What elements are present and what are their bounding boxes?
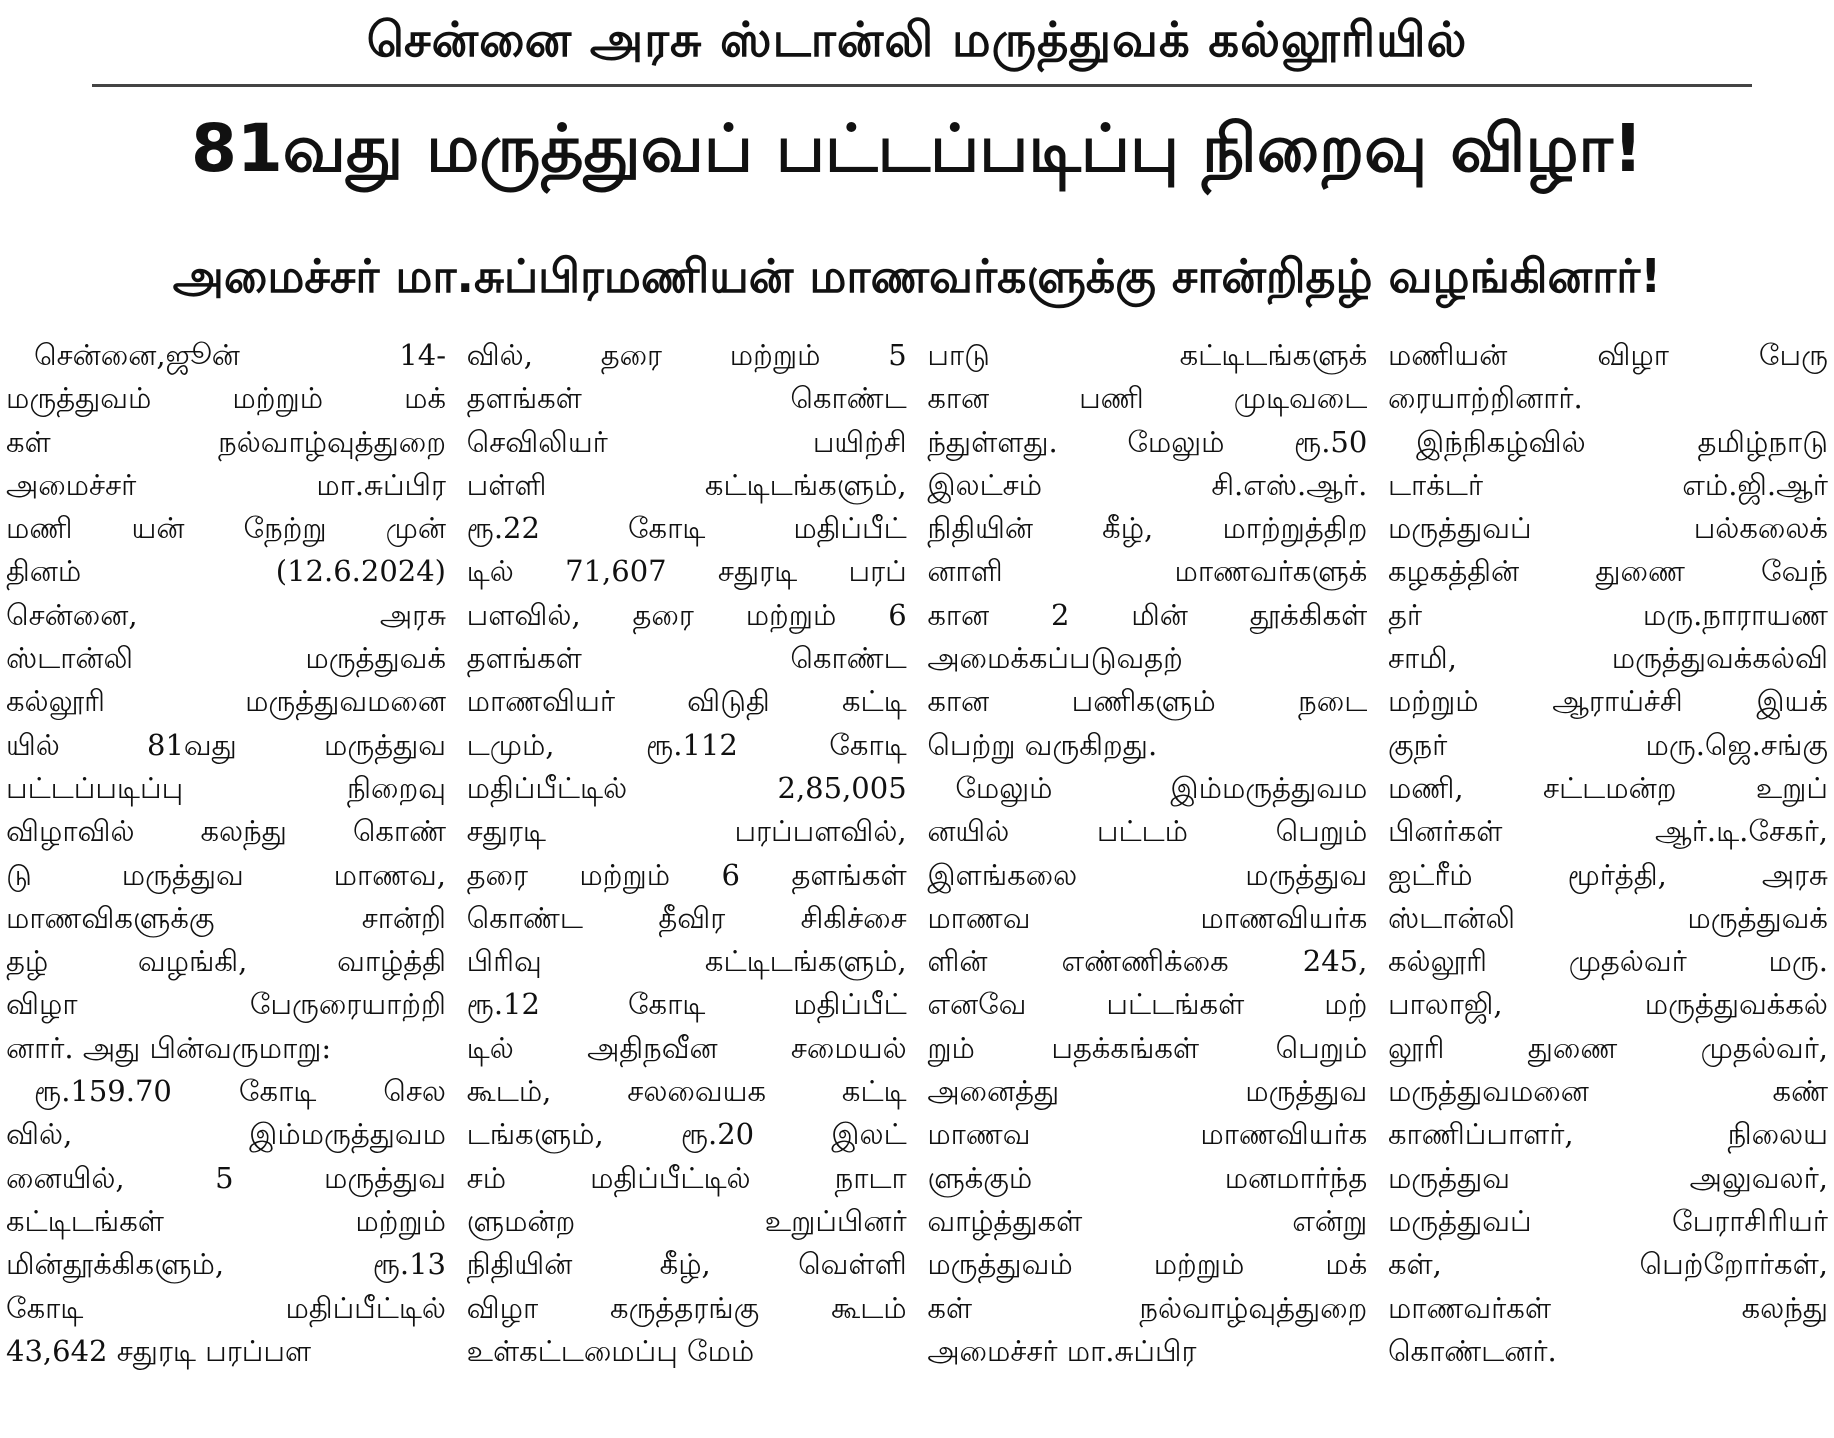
text-line: கூடம், சலவையக கட்டி <box>466 1074 907 1109</box>
headline: 81வது மருத்துவப் பட்டப்படிப்பு நிறைவு விழா! <box>190 110 1644 187</box>
text-line: கல்லூரி மருத்துவமனை <box>6 684 446 719</box>
text-line: மருத்துவப் பேராசிரியர் <box>1387 1203 1828 1238</box>
subheadline: அமைச்சர் மா.சுப்பிரமணியன் மாணவர்களுக்கு சான்றிதழ் வழங்கினார்! <box>172 249 1662 303</box>
text-line: அமைச்சர் மா.சுப்பிர <box>6 467 446 502</box>
text-line: கள் நல்வாழ்வுத்துறை <box>927 1290 1368 1325</box>
text-line: ளுக்கும் மனமார்ந்த <box>927 1160 1368 1195</box>
text-line: சாமி, மருத்துவக்கல்வி <box>1387 641 1828 676</box>
text-line: கொண்டனர். <box>1387 1333 1557 1368</box>
text-line: ந்துள்ளது. மேலும் ரூ.50 <box>927 424 1368 459</box>
text-line: லூரி துணை முதல்வர், <box>1387 1030 1828 1065</box>
text-line: விழா கருத்தரங்கு கூடம் <box>466 1290 907 1325</box>
text-line: ஸ்டான்லி மருத்துவக் <box>1387 900 1828 935</box>
text-line: ரூ.22 கோடி மதிப்பீட் <box>466 511 907 546</box>
text-line: கான 2 மின் தூக்கிகள் <box>927 597 1368 632</box>
text-line: கான பணி முடிவடை <box>927 381 1368 416</box>
text-line: பாடு கட்டிடங்களுக் <box>927 338 1368 372</box>
text-line: அமைக்கப்படுவதற் <box>927 641 1183 676</box>
text-line: ரூ.12 கோடி மதிப்பீட் <box>466 987 907 1022</box>
text-line: ஐட்ரீம் மூர்த்தி, அரசு <box>1387 857 1828 892</box>
text-line: பளவில், தரை மற்றும் 6 <box>466 597 907 632</box>
text-line: மருத்துவம் மற்றும் மக் <box>927 1247 1368 1282</box>
text-line: மாணவ மாணவியர்க <box>927 900 1368 935</box>
text-line: இந்நிகழ்வில் தமிழ்நாடு <box>1415 424 1828 459</box>
text-line: சம் மதிப்பீட்டில் நாடா <box>466 1160 907 1195</box>
text-line: நிதியின் கீழ், மாற்றுத்திற <box>927 511 1368 546</box>
text-line: வாழ்த்துகள் என்று <box>927 1203 1368 1238</box>
article-body <box>6 334 1828 1432</box>
text-line: கள் நல்வாழ்வுத்துறை <box>6 424 446 459</box>
text-line: னார். அது பின்வருமாறு: <box>6 1030 332 1065</box>
text-line: மாணவ மாணவியர்க <box>927 1117 1368 1152</box>
text-line: மருத்துவப் பல்கலைக் <box>1387 511 1828 546</box>
text-line: கல்லூரி முதல்வர் மரு. <box>1387 944 1828 979</box>
text-line: கொண்ட தீவிர சிகிச்சை <box>466 900 907 935</box>
text-line: மணியன் விழா பேரு <box>1387 338 1828 372</box>
text-line: மருத்துவமனை கண் <box>1387 1074 1828 1109</box>
column-1 <box>6 334 446 1432</box>
text-line: அமைச்சர் மா.சுப்பிர <box>927 1333 1197 1368</box>
text-line: பினர்கள் ஆர்.டி.சேகர், <box>1387 814 1828 849</box>
text-line: மணி, சட்டமன்ற உறுப் <box>1387 770 1828 805</box>
text-line: டு மருத்துவ மாணவ, <box>6 857 446 892</box>
text-line: குநர் மரு.ஜெ.சங்கு <box>1387 727 1828 762</box>
column-4 <box>1388 334 1828 1432</box>
column-3 <box>927 334 1367 1432</box>
divider <box>92 84 1752 87</box>
text-line: னயில் பட்டம் பெறும் <box>927 814 1368 849</box>
text-line: சதுரடி பரப்பளவில், <box>466 814 907 849</box>
text-line: இலட்சம் சி.எஸ்.ஆர். <box>927 467 1368 502</box>
text-line: டாக்டர் எம்.ஜி.ஆர் <box>1387 467 1828 502</box>
text-line: காணிப்பாளர், நிலைய <box>1387 1117 1828 1152</box>
text-line: மாணவர்கள் கலந்து <box>1387 1290 1828 1325</box>
text-line: டமும், ரூ.112 கோடி <box>466 727 907 762</box>
column-2 <box>467 334 907 1432</box>
text-line: கழகத்தின் துணை வேந் <box>1387 554 1828 589</box>
text-line: பட்டப்படிப்பு நிறைவு <box>6 770 446 805</box>
text-line: விழாவில் கலந்து கொண் <box>6 814 446 849</box>
text-line: யில் 81வது மருத்துவ <box>6 727 446 762</box>
text-line: றும் பதக்கங்கள் பெறும் <box>927 1030 1368 1065</box>
text-line: தர் மரு.நாராயண <box>1387 597 1828 632</box>
text-line: மதிப்பீட்டில் 2,85,005 <box>466 770 907 805</box>
text-line: மின்தூக்கிகளும், ரூ.13 <box>6 1247 446 1282</box>
text-line: னையில், 5 மருத்துவ <box>6 1160 446 1195</box>
text-line: மேலும் இம்மருத்துவம <box>955 770 1368 805</box>
text-line: வில், இம்மருத்துவம <box>6 1117 446 1152</box>
text-line: பாலாஜி, மருத்துவக்கல் <box>1387 987 1828 1022</box>
text-line: பெற்று வருகிறது. <box>927 727 1158 762</box>
text-line: பிரிவு கட்டிடங்களும், <box>466 944 907 979</box>
text-line: மருத்துவம் மற்றும் மக் <box>6 381 446 416</box>
text-line: மற்றும் ஆராய்ச்சி இயக் <box>1387 684 1828 719</box>
text-line: ளின் எண்ணிக்கை 245, <box>927 944 1368 979</box>
text-line: சென்னை, அரசு <box>6 597 446 632</box>
text-line: கள், பெற்றோர்கள், <box>1387 1247 1828 1282</box>
text-line: உள்கட்டமைப்பு மேம் <box>466 1333 755 1368</box>
text-line: அனைத்து மருத்துவ <box>927 1074 1368 1109</box>
text-line: டில் அதிநவீன சமையல் <box>466 1030 907 1065</box>
text-line: மணி யன் நேற்று முன் <box>6 511 446 546</box>
text-line: பள்ளி கட்டிடங்களும், <box>466 467 907 502</box>
text-line: எனவே பட்டங்கள் மற் <box>927 987 1368 1022</box>
text-line: நிதியின் கீழ், வெள்ளி <box>466 1247 907 1282</box>
kicker: சென்னை அரசு ஸ்டான்லி மருத்துவக் கல்லூரியில் <box>366 12 1468 68</box>
text-line: சென்னை,ஜூன் 14- <box>34 338 446 372</box>
text-line: விழா பேருரையாற்றி <box>6 987 446 1022</box>
text-line: தரை மற்றும் 6 தளங்கள் <box>466 857 907 892</box>
text-line: ஸ்டான்லி மருத்துவக் <box>6 641 446 676</box>
text-line: மருத்துவ அலுவலர், <box>1387 1160 1828 1195</box>
text-line: தழ் வழங்கி, வாழ்த்தி <box>6 944 446 979</box>
text-line: ரையாற்றினார். <box>1387 381 1583 416</box>
text-line: கட்டிடங்கள் மற்றும் <box>6 1203 446 1238</box>
text-line: கான பணிகளும் நடை <box>927 684 1368 719</box>
text-line: ரூ.159.70 கோடி செல <box>34 1074 446 1109</box>
text-line: ளுமன்ற உறுப்பினர் <box>466 1203 907 1238</box>
text-line: வில், தரை மற்றும் 5 <box>466 338 907 372</box>
text-line: செவிலியர் பயிற்சி <box>466 424 907 459</box>
text-line: தளங்கள் கொண்ட <box>466 641 907 676</box>
text-line: மாணவியர் விடுதி கட்டி <box>466 684 907 719</box>
text-line: டில் 71,607 சதுரடி பரப் <box>466 554 907 589</box>
text-line: மாணவிகளுக்கு சான்றி <box>6 900 446 935</box>
text-line: னாளி மாணவர்களுக் <box>927 554 1368 589</box>
text-line: 43,642 சதுரடி பரப்பள <box>6 1333 312 1368</box>
text-line: தினம் (12.6.2024) <box>6 554 446 589</box>
text-line: டங்களும், ரூ.20 இலட் <box>466 1117 907 1152</box>
text-line: கோடி மதிப்பீட்டில் <box>6 1290 446 1325</box>
text-line: தளங்கள் கொண்ட <box>466 381 907 416</box>
text-line: இளங்கலை மருத்துவ <box>927 857 1368 892</box>
